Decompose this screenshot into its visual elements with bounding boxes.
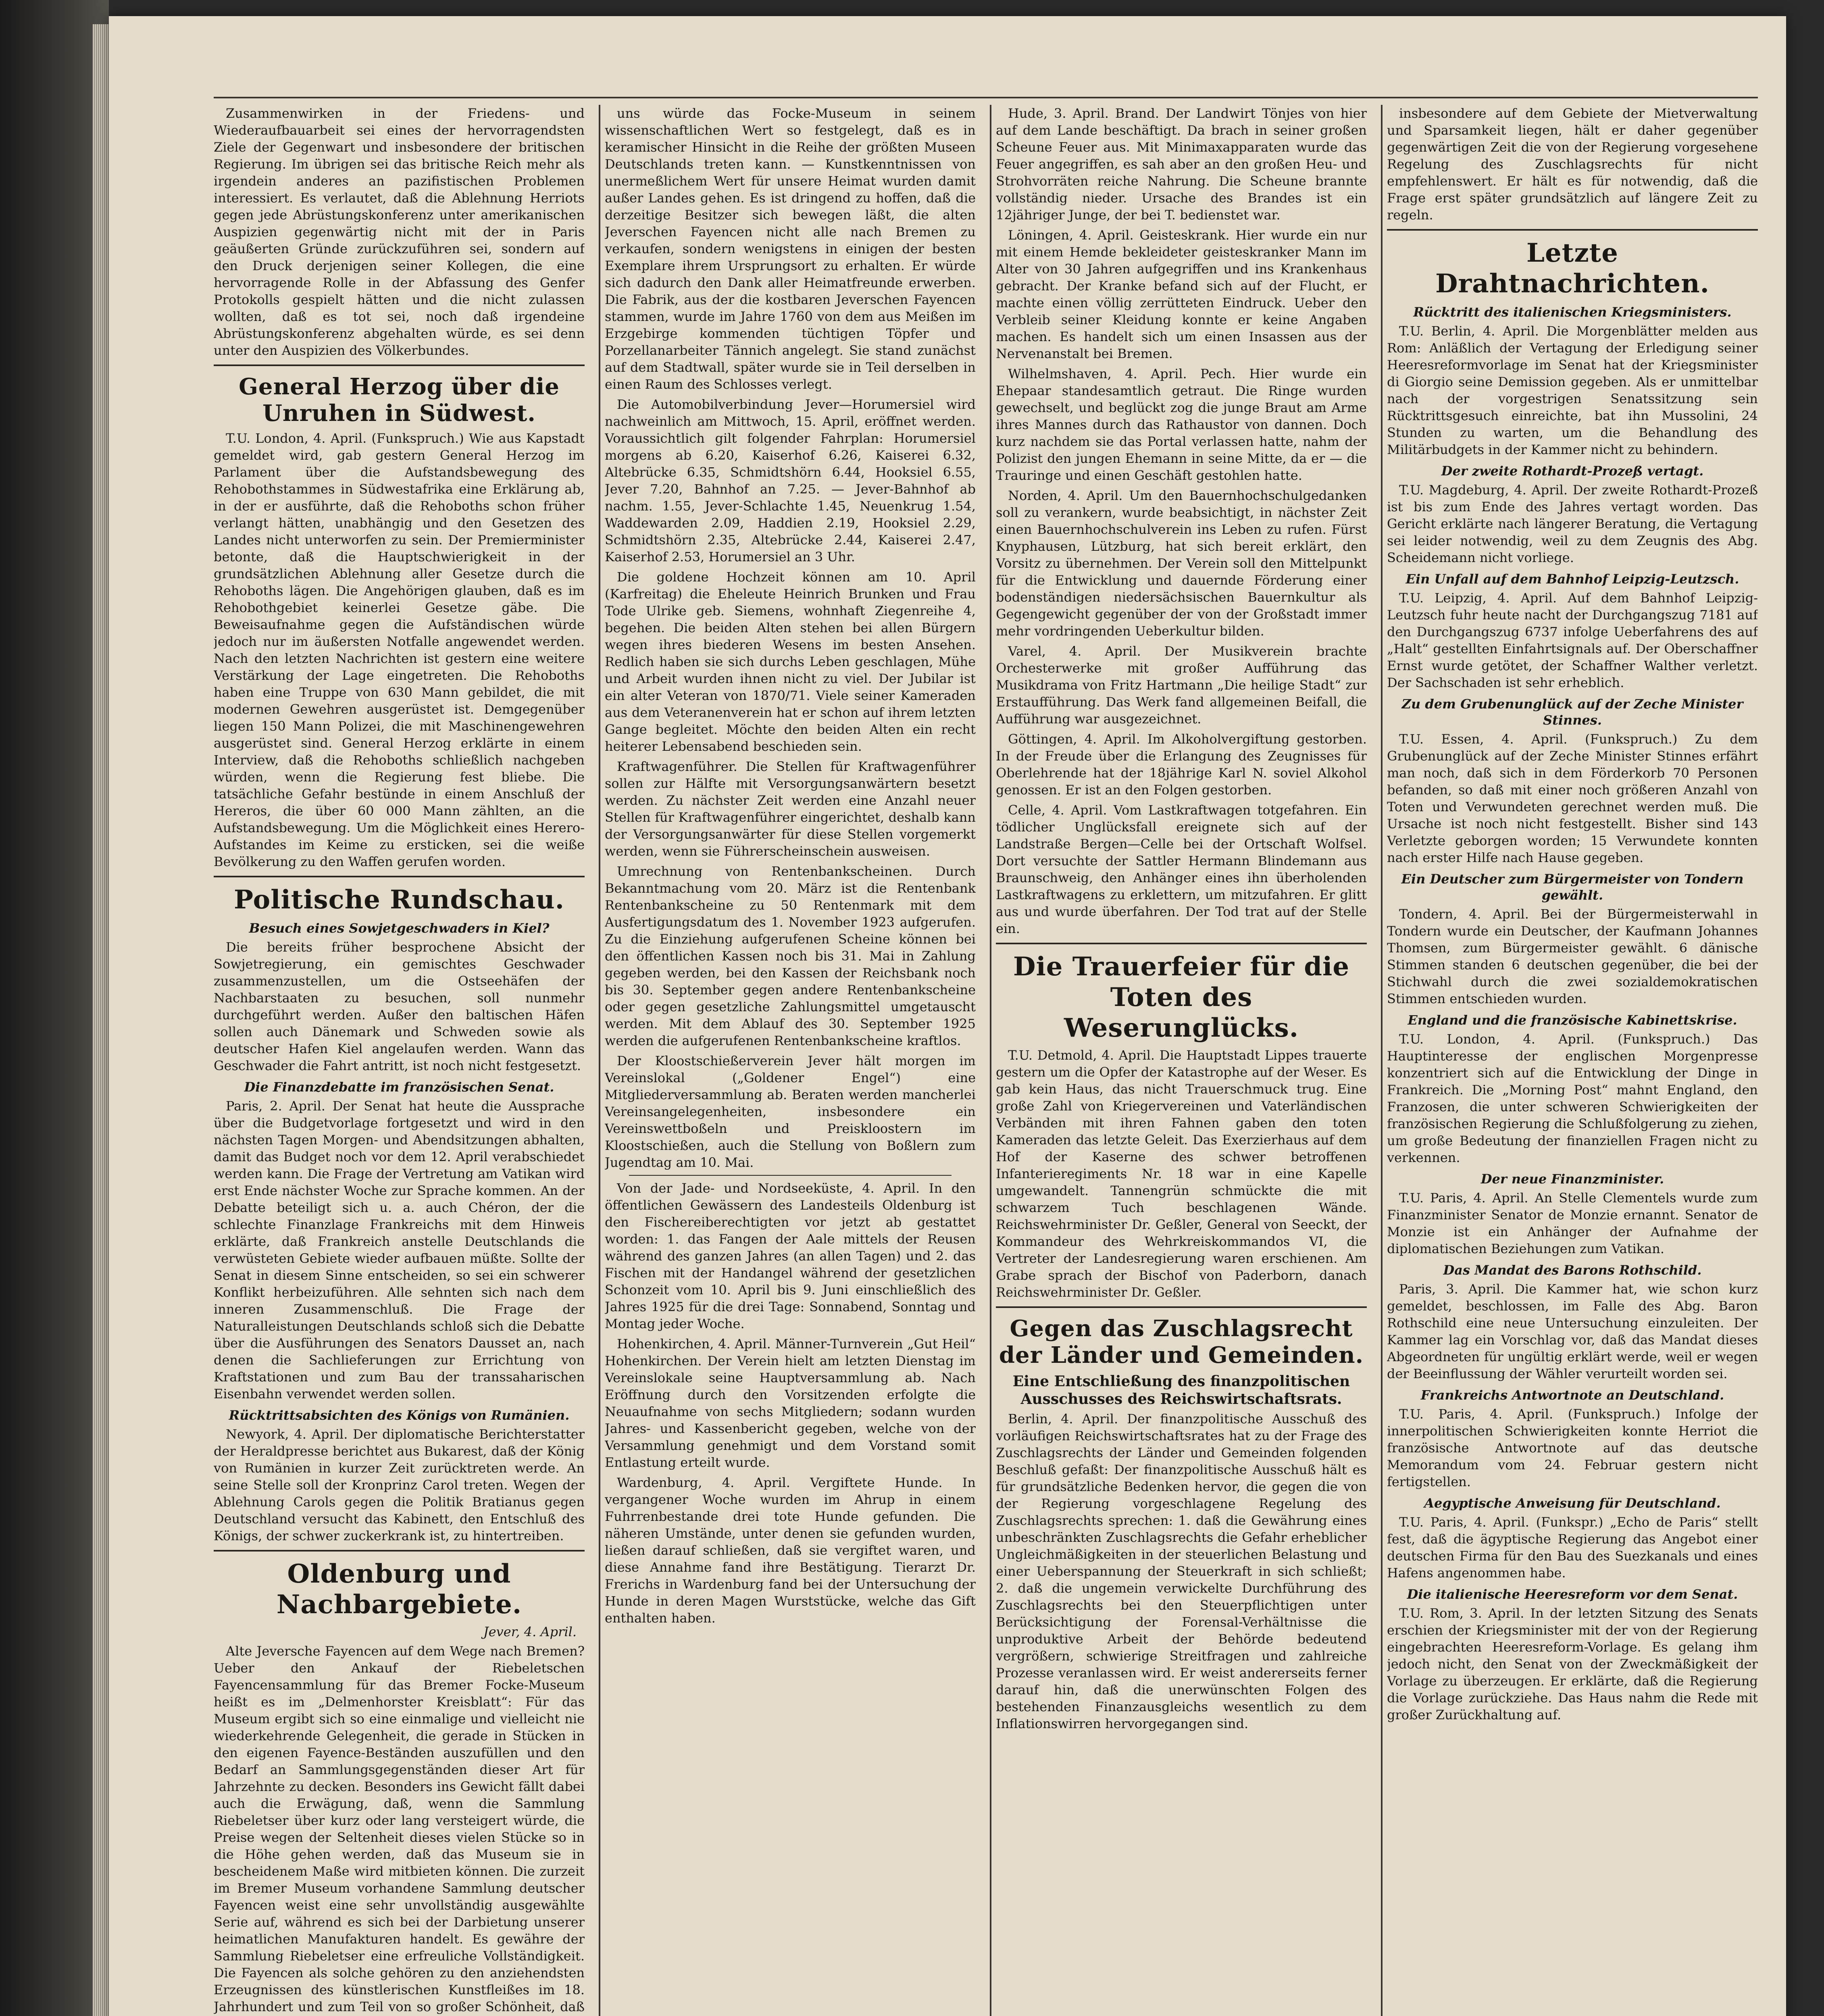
subheadline: Aegyptische Anweisung für Deutschland.	[1424, 1495, 1721, 1511]
article-text: Berlin, 4. April. Der finanzpolitische Ausschuß des vorläufigen Reichswirtschaftsrates hat zu der Frage des Zuschlagsrechts der Länder und Gemeinden folgenden Beschluß gefaßt: Der finanzpolitische Ausschuß hält es für grundsätzliche Bedenken hervor, die gegen die von der Regierung vorgeschlagene Regelung des Zuschlagsrechts sprechen: 1. daß die Gewährung eines unbeschränkten Zuschlagsrechts die Gefahr erheblicher Ungleichmäßigkeiten in der steuerlichen Belastung und einer Ueberspannung der Steuerkraft in sich schließt; 2. daß die ungemein verwickelte Durchführung des Zuschlagsrechts bei den Steuerpflichtigen unter Berücksichtigung der Forensal-Verhältnisse die unproduktive Arbeit der Behörde bedeutend vergrößern, schwierige Streitfragen und zahlreiche Prozesse veranlassen wird. Er weist andererseits ferner darauf hin, daß die unerwünschten Folgen des bestehenden Finanzausgleichs wesentlich zu dem Inflationswirren hervorgegangen sind.	[996, 1411, 1367, 1731]
section-headline: Oldenburg und Nachbargebiete.	[276, 1559, 522, 1620]
subheadline: Die italienische Heeresreform vor dem Senat.	[1407, 1587, 1738, 1602]
article-text: Wilhelmshaven, 4. April. Pech. Hier wurde ein Ehepaar standesamtlich getraut. Die Ringe wurden gewechselt, und beglückt zog die junge Braut am Arme ihres Mannes durch das Rathaustor von dannen. Doch kurz nachdem sie das Portal verlassen hatte, nahm der Polizist den jungen Ehemann in seine Mitte, da er — die Trauringe und einen Geschäft gestohlen hatte.	[996, 366, 1367, 483]
divider	[214, 876, 585, 877]
subheadline: Ein Deutscher zum Bürgermeister von Tondern gewählt.	[1401, 871, 1744, 903]
page-stack-edge	[93, 24, 109, 2016]
article-text: Wardenburg, 4. April. Vergiftete Hunde. In vergangener Woche wurden im Ahrup in einem Fuhrrenbestande drei tote Hunde gefunden. Die näheren Umstände, unter denen sie gefunden wurden, ließen darauf schließen, daß sie vergiftet waren, und diese Annahme fand ihre Bestätigung. Tierarzt Dr. Frerichs in Wardenburg fand bei der Untersuchung der Hunde in deren Magen Wurststücke, welche das Gift enthalten haben.	[605, 1475, 976, 1626]
subheadline: Der neue Finanzminister.	[1480, 1171, 1664, 1187]
article-text: Celle, 4. April. Vom Lastkraftwagen totgefahren. Ein tödlicher Unglücksfall ereignete sich auf der Landstraße Bergen—Celle bei der Ortschaft Wolfsel. Dort versuchte der Sattler Hermann Blindemann aus Braunschweig, den Anhänger eines ihn überholenden Lastkraftwagens zu erklettern, um mitzufahren. Er glitt aus und wurde überfahren. Der Tod trat auf der Stelle ein.	[996, 802, 1367, 936]
article-text: T.U. Leipzig, 4. April. Auf dem Bahnhof Leipzig-Leutzsch fuhr heute nacht der Durchgangszug 7181 auf den Durchgangszug 6737 infolge Ueberfahrens des auf „Halt“ gestellten Einfahrtsignals auf. Der Oberschaffner Ernst wurde getötet, der Schaffner Walther verletzt. Der Sachschaden ist sehr erheblich.	[1387, 590, 1758, 690]
subheadline: Eine Entschließung des finanzpolitischen Ausschusses des Reichswirtschaftsrats.	[1012, 1373, 1350, 1408]
article-text: Varel, 4. April. Der Musikverein brachte Orchesterwerke mit großer Aufführung das Musikdrama von Fritz Hartmann „Die heilige Stadt“ zur Erstaufführung. Das Werk fand allgemeinen Beifall, die Aufführung war ausgezeichnet.	[996, 644, 1367, 727]
article-text: T.U. Paris, 4. April. (Funkspr.) „Echo de Paris“ stellt fest, daß die ägyptische Regierung das Angebot einer deutschen Firma für den Bau des Suezkanals und eines Hafens angenommen habe.	[1387, 1514, 1758, 1581]
article-text: T.U. Detmold, 4. April. Die Hauptstadt Lippes trauerte gestern um die Opfer der Katastrophe auf der Weser. Es gab kein Haus, das nicht Trauerschmuck trug. Eine große Zahl von Kriegervereinen und Vaterländischen Verbänden mit ihren Fahnen gaben den toten Kameraden das letzte Geleit. Das Exerzierhaus auf dem Hof der Kaserne des schwer betroffenen Infanterieregiments Nr. 18 war in eine Kapelle umgewandelt. Tannengrün schmückte die mit schwarzem Tuch beschlagenen Wände. Reichswehrminister Dr. Geßler, General von Seeckt, der Kommandeur des Wehrkreiskommandos VI, die Vertreter der Landesregierung waren erschienen. Am Grabe sprach der Bischof von Paderborn, danach Reichswehrminister Dr. Geßler.	[996, 1048, 1367, 1300]
article-text: Von der Jade- und Nordseeküste, 4. April. In den öffentlichen Gewässern des Landesteils Oldenburg ist den Fischereiberechtigten vor jetzt ab gestattet worden: 1. das Fangen der Aale mittels der Reusen während des ganzen Jahres (an allen Tagen) und 2. das Fischen mit der Handangel während der gesetzlichen Schonzeit vom 10. April bis 9. Juni einschließlich des Jahres 1925 für die drei Tage: Sonnabend, Sonntag und Montag jeder Woche.	[605, 1181, 976, 1331]
subheadline: Die Finanzdebatte im französischen Senat.	[244, 1079, 554, 1095]
article-text: Die Automobilverbindung Jever—Horumersiel wird nachweinlich am Mittwoch, 15. April, eröffnet werden. Voraussichtlich gilt folgender Fahrplan: Horumersiel morgens ab 6.20, Kaiserhof 6.26, Kaiserei 6.32, Altebrücke 6.35, Schmidtshörn 6.44, Hooksiel 6.55, Jever 7.20, Bahnhof an 7.25. — Jever-Bahnhof ab nachm. 1.55, Jever-Schlachte 1.45, Neuenkrug 1.54, Waddewarden 2.09, Haddien 2.19, Hooksiel 2.29, Schmidtshörn 2.35, Altebrücke 2.44, Kaiserei 2.47, Kaiserhof 2.53, Horumersiel an 3 Uhr.	[605, 397, 976, 564]
subheadline: Das Mandat des Barons Rothschild.	[1443, 1262, 1702, 1278]
article-text: Alte Jeversche Fayencen auf dem Wege nach Bremen? Ueber den Ankauf der Riebeletschen Fayencensammlung für das Bremer Focke-Museum heißt es im „Delmenhorster Kreisblatt“: Für das Museum ergibt sich so eine einmalige und vielleicht nie wiederkehrende Gelegenheit, die gerade in Stücken in den eigenen Fayence-Beständen auszufüllen und den Bedarf an Sammlungsgegenständen dieser Art für Jahrzehnte zu decken. Besonders ins Gewicht fällt dabei auch die Erwägung, daß, wenn die Sammlung Riebeletser über kurz oder lang versteigert würde, die Preise wegen der Seltenheit dieses vielen Stücke so in die Höhe gehen werden, daß das Museum sie in bescheidenem Maße wird mitbieten können. Die zurzeit im Bremer Museum vorhandene Sammlung deutscher Fayencen weist eine sehr unvollständig ausgewählte Serie auf, während es sich bei der Darbietung unserer heimatlichen Manufakturen handelt. Es gewähre der Sammlung Riebeletser eine erfreuliche Vollständigkeit. Die Fayencen als solche gehören zu den anziehendsten Erzeugnissen des künstlerischen Kunstfleißes im 18. Jahrhundert und zum Teil von so großer Schönheit, daß	[214, 1643, 585, 2014]
article-text: Umrechnung von Rentenbankscheinen. Durch Bekanntmachung vom 20. März ist die Rentenbank Rentenbankscheine zu 50 Rentenmark mit dem Ausfertigungsdatum des 1. November 1923 aufgerufen. Zu die Einziehung aufgerufenen Scheine können bei den öffentlichen Kassen noch bis 31. Mai in Zahlung gegeben werden, bei den Kassen der Reichsbank noch bis 30. September gegen andere Rentenbankscheine oder gegen gesetzliche Zahlungsmittel umgetauscht werden. Mit dem Ablauf des 30. September 1925 werden die aufgerufenen Rentenbankscheine kraftlos.	[605, 864, 976, 1048]
section-headline: Letzte Drahtnachrichten.	[1435, 238, 1709, 299]
article-text: Hude, 3. April. Brand. Der Landwirt Tönjes von hier auf dem Lande beschäftigt. Da brach in seiner großen Scheune Feuer aus. Mit Minimaxapparaten wurde das Feuer angegriffen, es sah aber an den großen Heu- und Strohvorräten reiche Nahrung. Die Scheune brannte vollständig nieder. Ursache des Brandes ist ein 12jähriger Junge, der bei T. bedienstet war.	[996, 106, 1367, 223]
divider	[629, 1175, 952, 1176]
headline: Gegen das Zuschlagsrecht der Länder und Gemeinden.	[999, 1315, 1364, 1368]
article-text: T.U. Paris, 4. April. An Stelle Clementels wurde zum Finanzminister Senator de Monzie ernannt. Senator de Monzie ist ein Anhänger der Aufnahme der diplomatischen Beziehungen zum Vatikan.	[1387, 1190, 1758, 1256]
article-text: T.U. Rom, 3. April. In der letzten Sitzung des Senats erschien der Kriegsminister mit der von der Regierung eingebrachten Heeresreform-Vorlage. Es gelang ihm jedoch nicht, den Senat von der Zweckmäßigkeit der Vorlage zu überzeugen. Er erklärte, daß die Regierung die Vorlage zurückziehe. Das Haus nahm die Rede mit großer Zurückhaltung auf.	[1387, 1606, 1758, 1722]
article-text: Kraftwagenführer. Die Stellen für Kraftwagenführer sollen zur Hälfte mit Versorgungsanwärtern besetzt werden. Zu nächster Zeit werden eine Anzahl neuer Stellen für Kraftwagenführer eingerichtet, deshalb kann der Versorgungsanwärter für diese Stellen vorgemerkt werden, wenn sie Führerscheinschein ausweisen.	[605, 759, 976, 859]
subheadline: Frankreichs Antwortnote an Deutschland.	[1420, 1387, 1724, 1403]
divider	[996, 943, 1367, 944]
article-text: Hohenkirchen, 4. April. Männer-Turnverein „Gut Heil“ Hohenkirchen. Der Verein hielt am letzten Dienstag im Vereinslokale seine Hauptversammlung ab. Nach Eröffnung durch den Vorsitzenden erfolgte die Neuaufnahme von sechs Mitgliedern; sodann wurden Jahres- und Kassenbericht gegeben, welche von der Versammlung genehmigt und dem Vorstand somit Entlastung erteilt wurde.	[605, 1336, 976, 1470]
divider	[214, 364, 585, 366]
section-headline: Politische Rundschau.	[234, 885, 564, 915]
article-text: T.U. Berlin, 4. April. Die Morgenblätter melden aus Rom: Anläßlich der Vertagung der Erledigung seiner Heeresreformvorlage im Senat hat der Kriegsminister di Giorgio seine Demission gegeben. Als er unmittelbar nach der vorgestrigen Senatssitzung sein Rücktrittsgesuch einreichte, bat ihn Mussolini, 24 Stunden zu warten, um die Behandlung des Militärbudgets in der Kammer nicht zu behindern.	[1387, 323, 1758, 457]
article-text: Die goldene Hochzeit können am 10. April (Karfreitag) die Eheleute Heinrich Brunken und Frau Tode Ulrike geb. Siemens, wohnhaft Ziegenreihe 4, begehen. Die beiden Alten stehen bei allen Bürgern wegen ihres biederen Wesens im besten Ansehen. Redlich haben sie sich durchs Leben geschlagen, Mühe und Arbeit wurden ihnen nicht zu viel. Der Jubilar ist ein alter Veteran von 1870/71. Viele seiner Kameraden aus dem Veteranenverein hat er schon auf ihrem letzten Gange begleitet. Möchte den beiden Alten ein recht heiterer Lebensabend beschieden sein.	[605, 569, 976, 754]
dateline: Jever, 4. April.	[483, 1624, 577, 1639]
article-text: insbesondere auf dem Gebiete der Mietverwaltung und Sparsamkeit liegen, hält er daher gegenüber gegenwärtigen Zeit die von der Regierung vorgesehene Regelung des Zuschlagsrechts für nicht empfehlenswert. Er hält es für notwendig, daß die Frage erst später grundsätzlich auf längere Zeit zu regeln.	[1387, 106, 1758, 223]
subheadline: Zu dem Grubenunglück auf der Zeche Minister Stinnes.	[1401, 696, 1743, 728]
header-rule	[214, 97, 1758, 98]
subheadline: Rücktritt des italienischen Kriegsministers.	[1413, 304, 1732, 320]
subheadline: Besuch eines Sowjetgeschwaders in Kiel?	[249, 921, 550, 936]
article-text: Norden, 4. April. Um den Bauernhochschulgedanken soll zu verankern, wurde beabsichtigt, in nächster Zeit einen Bauernhochschulverein ins Leben zu rufen. Fürst Knyphausen, Lützburg, hat sich bereit erklärt, den Vorsitz zu übernehmen. Der Verein soll den Mittelpunkt für die Entwicklung und dauernde Förderung einer bodenständigen niedersächsischen Bauernkultur als Gegengewicht gegenüber der von der Großstadt immer mehr vordringenden Ueberkultur bilden.	[996, 488, 1367, 639]
article-text: Die bereits früher besprochene Absicht der Sowjetregierung, ein gemischtes Geschwader zusammenzustellen, um die Ostseehäfen der Nachbarstaaten zu besuchen, soll nunmehr durchgeführt werden. Außer den baltischen Häfen sollen auch Dänemark und Schweden sowie als deutscher Hafen Kiel angelaufen werden. Wann das Geschwader die Fahrt antritt, ist noch nicht festgesetzt.	[214, 939, 585, 1073]
column-1	[214, 105, 585, 2016]
article-text: T.U. London, 4. April. (Funkspruch.) Wie aus Kapstadt gemeldet wird, gab gestern General Herzog im Parlament über die Aufstandsbewegung des Rehobothstammes in Südwestafrika eine Erklärung ab, in der er ausführte, daß die Rehoboths schon früher verlangt hätten, unabhängig und den Gesetzen des Landes nicht unterworfen zu sein. Der Premierminister betonte, daß die Hauptschwierigkeit in der grundsätzlichen Ablehnung aller Gesetze durch die Rehoboths lägen. Die Angehörigen glauben, daß es im Rehobothgebiet keinerlei Gesetze gäbe. Die Beweisaufnahme gegen die Aufständischen würde jedoch nur im äußersten Notfalle angewendet werden. Nach den letzten Nachrichten ist gestern eine weitere Verstärkung der Lage eingetreten. Die Rehoboths haben eine Truppe von 630 Mann gebildet, die mit modernen Gewehren ausgerüstet ist. Demgegenüber liegen 150 Mann Polizei, die mit Maschinengewehren ausgerüstet sind. General Herzog erklärte in einem Interview, daß die Rehoboths schließlich nachgeben würden, wenn die Regierung fest bliebe. Die tatsächliche Gefahr bestünde in einem Anschluß der Hereros, die über 60 000 Mann zählten, an die Aufstandsbewegung. Um die Möglichkeit eines Herero-Aufstandes im Keime zu ersticken, sei die weiße Bevölkerung zu den Waffen gerufen worden.	[214, 431, 585, 869]
column-rule	[1381, 105, 1383, 2016]
column-2	[605, 105, 976, 2016]
article-text: Göttingen, 4. April. Im Alkoholvergiftung gestorben. In der Freude über die Erlangung des Zeugnisses für Oberlehrende hat der 18jährige Karl N. soviel Alkohol genossen. Er ist an den Folgen gestorben.	[996, 731, 1367, 798]
article-text: T.U. Paris, 4. April. (Funkspruch.) Infolge der innerpolitischen Schwierigkeiten konnte Herriot die französische Antwortnote auf das deutsche Memorandum vom 24. Februar gestern nicht fertigstellen.	[1387, 1406, 1758, 1489]
article-text: Der Kloostschießerverein Jever hält morgen im Vereinslokal („Goldener Engel“) eine Mitgliederversammlung ab. Beraten werden mancherlei Vereinsangelegenheiten, insbesondere ein Vereinswettboßeln und Preiskloostern im Kloostschießen, auch die Stellung von Boßlern zum Jugendtag am 10. Mai.	[605, 1053, 976, 1170]
column-3	[996, 105, 1367, 2016]
article-text: T.U. Essen, 4. April. (Funkspruch.) Zu dem Grubenunglück auf der Zeche Minister Stinnes erfährt man noch, daß sich in dem Förderkorb 70 Personen befanden, so daß mit einer noch größeren Anzahl von Toten und Verwundeten gerechnet werden muß. Die Ursache ist noch nicht festgestellt. Bisher sind 143 Verletzte geborgen worden; 15 Verwundete konnten nach erster Hilfe nach Hause gegeben.	[1387, 731, 1758, 865]
divider	[996, 1306, 1367, 1308]
headline: Die Trauerfeier für die Toten des Weserunglücks.	[1013, 952, 1350, 1043]
column-rule	[599, 105, 600, 2016]
subheadline: Rücktrittsabsichten des Königs von Rumänien.	[229, 1408, 570, 1423]
subheadline: Ein Unfall auf dem Bahnhof Leipzig-Leutzsch.	[1405, 571, 1739, 587]
article-text: Paris, 3. April. Die Kammer hat, wie schon kurz gemeldet, beschlossen, im Falle des Abg. Baron Rothschild eine neue Untersuchung einzuleiten. Der Kammer lag ein Vorschlag vor, daß das Mandat dieses Abgeordneten für ungültig erklärt werde, weil er wegen der Beeinflussung der Wähler verurteilt worden sei.	[1387, 1281, 1758, 1381]
article-text: T.U. Magdeburg, 4. April. Der zweite Rothardt-Prozeß ist bis zum Ende des Jahres vertagt worden. Das Gericht erklärte nach längerer Beratung, die Vertagung sei leider notwendig, weil zu dem Zeugnis des Abg. Scheidemann nicht vorliege.	[1387, 482, 1758, 565]
article-text: Paris, 2. April. Der Senat hat heute die Aussprache über die Budgetvorlage fortgesetzt und wird in den nächsten Tagen Morgen- und Abendsitzungen abhalten, damit das Budget noch vor dem 12. April verabschiedet werden kann. Die Frage der Vertretung am Vatikan wird erst Ende nächster Woche zur Sprache kommen. An der Debatte beteiligt sich u. a. auch Chéron, der die schlechte Finanzlage Frankreichs mit dem Hinweis erklärte, daß Frankreich anstelle Deutschlands die verwüsteten Gebiete wieder aufbauen müßte. Sollte der Senat in diesem Sinne entscheiden, so sei ein schwerer Konflikt herbeizuführen. Alle sehnten sich nach dem inneren Zusammenschluß. Die Frage der Naturalleistungen Deutschlands schloß sich die Debatte über die Ausführungen des Senators Dausset an, nach denen die Sachlieferungen zur Errichtung von Kraftstationen und zum Bau der transsaharischen Eisenbahn verwendet werden sollen.	[214, 1098, 585, 1402]
divider	[214, 1550, 585, 1552]
column-rule	[990, 105, 991, 2016]
article-text: Zusammenwirken in der Friedens- und Wiederaufbauarbeit sei eines der hervorragendsten Ziele der Gegenwart und insbesondere der britischen Regierung. Im übrigen sei das britische Reich mehr als irgendein anderes an pazifistischen Problemen interessiert. Es verlautet, daß die Ablehnung Herriots gegen jede Abrüstungskonferenz unter amerikanischen Auspizien gegenwärtig nicht mit der in Paris geäußerten Gründe zurückzuführen sei, sondern auf den Druck derjenigen seiner Kollegen, die eine hervorragende Rolle in der Abfassung des Genfer Protokolls gespielt hätten und die nicht zulassen wollten, daß es tot sei, noch daß irgendeine Abrüstungskonferenz abgehalten würde, es sei denn unter den Auspizien des Völkerbundes.	[214, 106, 585, 358]
subheadline: Der zweite Rothardt-Prozeß vertagt.	[1441, 463, 1704, 479]
article-text: uns würde das Focke-Museum in seinem wissenschaftlichen Wert so festgelegt, daß es in keramischer Hinsicht in die Reihe der größten Museen Deutschlands treten kann. — Kunstkenntnissen von unermeßlichem Wert für unsere Heimat wurden damit außer Landes gehen. Es ist dringend zu hoffen, daß die derzeitige Besitzer sich bewegen läßt, die alten Jeverschen Fayencen nicht alle nach Bremen zu verkaufen, sondern wenigstens in einigen der besten Exemplare ihrem Ursprungsort zu erhalten. Er würde sich dadurch den Dank aller Heimatfreunde erwerben. Die Fabrik, aus der die kostbaren Jeverschen Fayencen stammen, wurde im Jahre 1760 von dem aus Meißen im Erzgebirge kommenden tüchtigen Töpfer und Porzellanarbeiter Tännich angelegt. Sie stand zunächst auf dem Stadtwall, später wurde sie in Teil derselben in einen Raum des Schlosses verlegt.	[605, 106, 976, 392]
article-text: Newyork, 4. April. Der diplomatische Berichterstatter der Heraldpresse berichtet aus Bukarest, daß der König von Rumänien in kurzer Zeit zurücktreten werde. An seine Stelle soll der Kronprinz Carol treten. Wegen der Ablehnung Carols gegen die Politik Bratianus gegen Deutschland versucht das Kabinett, den Entschluß des Königs, der schwer zuckerkrank ist, zu hintertreiben.	[214, 1427, 585, 1543]
column-4	[1387, 105, 1758, 2016]
subheadline: England und die französische Kabinettskrise.	[1408, 1012, 1737, 1028]
newspaper-page	[109, 16, 1786, 2016]
article-text: T.U. London, 4. April. (Funkspruch.) Das Hauptinteresse der englischen Morgenpresse konzentriert sich auf die Entwicklung der Dinge in Frankreich. Die „Morning Post“ mahnt England, den Franzosen, die unter schweren Schwierigkeiten der französischen Regierung die Schlußfolgerung zu ziehen, um große Bedeutung der finanziellen Fragen nicht zu verkennen.	[1387, 1031, 1758, 1165]
headline: General Herzog über die Unruhen in Südwest.	[239, 373, 560, 427]
divider	[1387, 229, 1758, 231]
article-text: Tondern, 4. April. Bei der Bürgermeisterwahl in Tondern wurde ein Deutscher, der Kaufmann Johannes Thomsen, zum Bürgermeister gewählt. 6 dänische Stimmen standen 6 deutschen gegenüber, die bei der Stichwahl durch die zwei sozialdemokratischen Stimmen entschieden wurden.	[1387, 906, 1758, 1006]
article-text: Löningen, 4. April. Geisteskrank. Hier wurde ein nur mit einem Hemde bekleideter geisteskranker Mann im Alter von 30 Jahren aufgegriffen und ins Krankenhaus gebracht. Der Kranke befand sich auf der Flucht, er machte einen völlig zerrütteten Eindruck. Ueber den Verbleib seiner Kleidung konnte er keine Angaben machen. Es handelt sich um einen Insassen aus der Nervenanstalt bei Bremen.	[996, 227, 1367, 361]
